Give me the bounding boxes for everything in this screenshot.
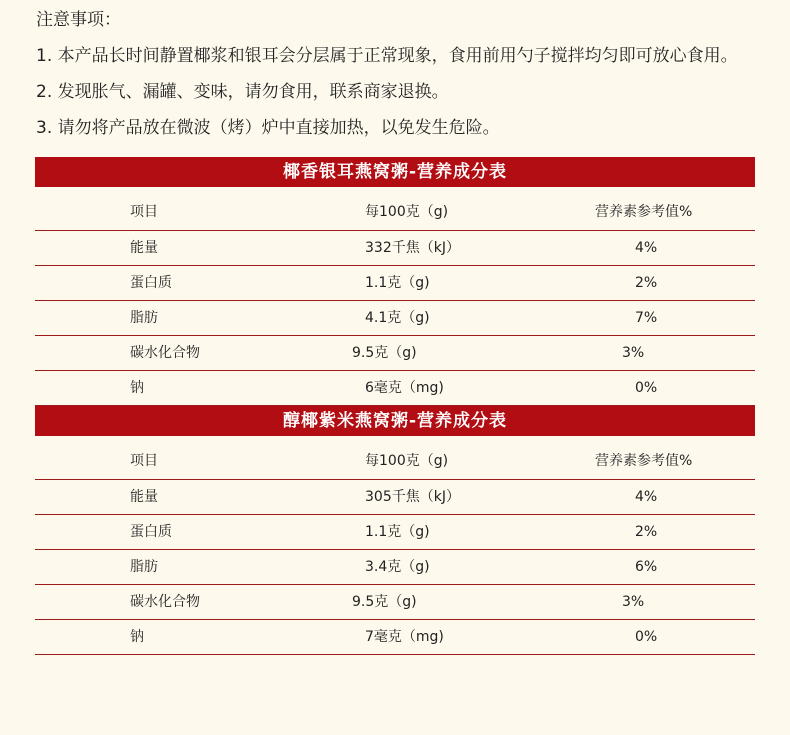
header-per-100g: 每100克（g): [365, 204, 449, 220]
row-value: 305千焦（kJ）: [365, 489, 460, 505]
row-label: 钠: [130, 380, 144, 396]
table-row: [35, 515, 755, 550]
header-nrv: 营养素参考值%: [595, 204, 693, 220]
table-header-row: [35, 187, 755, 231]
row-nrv: 4%: [635, 489, 658, 505]
row-nrv: 4%: [635, 240, 658, 256]
table-row: [35, 585, 755, 620]
notice-item-3: 3. 请勿将产品放在微波（烤）炉中直接加热，以免发生危险。: [36, 118, 500, 138]
notice-heading: 注意事项：: [36, 10, 121, 30]
nutrition-table-coconut-tremella: [35, 157, 755, 406]
row-nrv: 2%: [635, 524, 658, 540]
row-nrv: 7%: [635, 310, 658, 326]
row-label: 钠: [130, 629, 144, 645]
row-value: 9.5克（g): [352, 345, 417, 361]
row-label: 脂肪: [130, 559, 158, 575]
row-nrv: 3%: [622, 345, 645, 361]
row-label: 能量: [130, 240, 158, 256]
table-row: [35, 301, 755, 336]
row-label: 蛋白质: [130, 275, 172, 291]
table-row: [35, 336, 755, 371]
row-label: 碳水化合物: [130, 594, 200, 610]
row-value: 1.1克（g): [365, 275, 430, 291]
row-label: 蛋白质: [130, 524, 172, 540]
row-value: 1.1克（g): [365, 524, 430, 540]
row-value: 332千焦（kJ）: [365, 240, 460, 256]
row-nrv: 3%: [622, 594, 645, 610]
nutrition-table-coconut-purple-rice: [35, 406, 755, 655]
row-label: 能量: [130, 489, 158, 505]
notice-section: [36, 8, 776, 152]
row-value: 9.5克（g): [352, 594, 417, 610]
table-row: [35, 480, 755, 515]
table-row: [35, 266, 755, 301]
header-item: 项目: [130, 453, 158, 469]
row-value: 3.4克（g): [365, 559, 430, 575]
table-row: [35, 620, 755, 655]
table-row: [35, 231, 755, 266]
notice-item-1: 1. 本产品长时间静置椰浆和银耳会分层属于正常现象，食用前用勺子搅拌均匀即可放心食用。: [36, 46, 738, 66]
row-nrv: 0%: [635, 629, 658, 645]
row-nrv: 0%: [635, 380, 658, 396]
header-nrv: 营养素参考值%: [595, 453, 693, 469]
table-row: [35, 371, 755, 406]
notice-item-2: 2. 发现胀气、漏罐、变味，请勿食用，联系商家退换。: [36, 82, 449, 102]
header-item: 项目: [130, 204, 158, 220]
row-label: 碳水化合物: [130, 345, 200, 361]
row-value: 4.1克（g): [365, 310, 430, 326]
table-title: 椰香银耳燕窝粥-营养成分表: [35, 157, 755, 187]
row-value: 7毫克（mg): [365, 629, 444, 645]
row-label: 脂肪: [130, 310, 158, 326]
row-nrv: 6%: [635, 559, 658, 575]
table-header-row: [35, 436, 755, 480]
header-per-100g: 每100克（g): [365, 453, 449, 469]
row-nrv: 2%: [635, 275, 658, 291]
row-value: 6毫克（mg): [365, 380, 444, 396]
table-row: [35, 550, 755, 585]
table-title: 醇椰紫米燕窝粥-营养成分表: [35, 406, 755, 436]
